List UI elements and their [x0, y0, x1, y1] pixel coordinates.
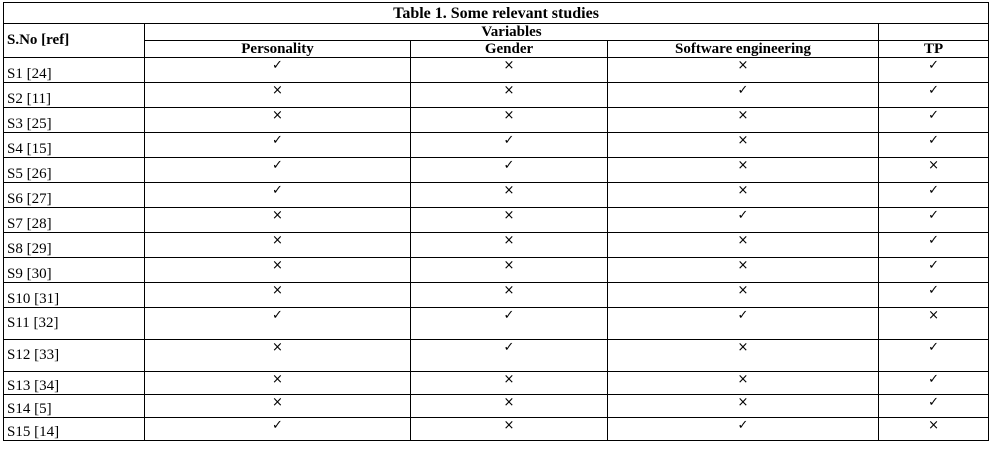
table-row: [4, 208, 989, 233]
table-caption: Table 1. Some relevant studies: [4, 3, 989, 24]
check-icon: ✓: [879, 372, 989, 395]
study-ref: S2 [11]: [4, 83, 145, 108]
cross-icon: ×: [879, 158, 989, 183]
study-ref: S12 [33]: [4, 340, 145, 372]
cross-icon: ×: [145, 283, 411, 308]
cross-icon: ×: [145, 233, 411, 258]
check-icon: ✓: [411, 133, 608, 158]
check-icon: ✓: [411, 308, 608, 340]
cross-icon: ×: [411, 418, 608, 441]
cross-icon: ×: [411, 183, 608, 208]
table-row: [4, 133, 989, 158]
study-ref: S8 [29]: [4, 233, 145, 258]
table-row: [4, 283, 989, 308]
table-row: [4, 340, 989, 372]
check-icon: ✓: [879, 395, 989, 418]
check-icon: ✓: [145, 308, 411, 340]
check-icon: ✓: [608, 418, 879, 441]
check-icon: ✓: [411, 340, 608, 372]
cross-icon: ×: [879, 308, 989, 340]
table-row: [4, 83, 989, 108]
table-body: [4, 58, 989, 441]
cross-icon: ×: [145, 108, 411, 133]
column-header-gender: Gender: [411, 41, 608, 58]
study-ref: S10 [31]: [4, 283, 145, 308]
check-icon: ✓: [879, 340, 989, 372]
check-icon: ✓: [608, 308, 879, 340]
study-ref: S1 [24]: [4, 58, 145, 83]
cross-icon: ×: [608, 283, 879, 308]
cross-icon: ×: [411, 395, 608, 418]
check-icon: ✓: [145, 158, 411, 183]
check-icon: ✓: [879, 233, 989, 258]
table-row: [4, 258, 989, 283]
cross-icon: ×: [608, 395, 879, 418]
cross-icon: ×: [411, 372, 608, 395]
cross-icon: ×: [411, 83, 608, 108]
study-ref: S15 [14]: [4, 418, 145, 441]
check-icon: ✓: [608, 83, 879, 108]
check-icon: ✓: [608, 208, 879, 233]
cross-icon: ×: [608, 233, 879, 258]
cross-icon: ×: [145, 258, 411, 283]
study-ref: S7 [28]: [4, 208, 145, 233]
column-header-tp: TP: [879, 41, 989, 58]
check-icon: ✓: [411, 158, 608, 183]
column-header-personality: Personality: [145, 41, 411, 58]
check-icon: ✓: [145, 133, 411, 158]
check-icon: ✓: [879, 183, 989, 208]
study-ref: S3 [25]: [4, 108, 145, 133]
table-row: [4, 308, 989, 340]
cross-icon: ×: [608, 58, 879, 83]
study-ref: S9 [30]: [4, 258, 145, 283]
check-icon: ✓: [879, 133, 989, 158]
table-row: [4, 108, 989, 133]
cross-icon: ×: [145, 340, 411, 372]
study-ref: S11 [32]: [4, 308, 145, 340]
studies-table: [3, 2, 989, 441]
cross-icon: ×: [145, 372, 411, 395]
cross-icon: ×: [608, 108, 879, 133]
table-row: [4, 158, 989, 183]
study-ref: S5 [26]: [4, 158, 145, 183]
cross-icon: ×: [608, 340, 879, 372]
table-row: [4, 395, 989, 418]
empty-header-cell: [879, 24, 989, 41]
table-row: [4, 372, 989, 395]
cross-icon: ×: [608, 133, 879, 158]
table-row: [4, 58, 989, 83]
cross-icon: ×: [145, 208, 411, 233]
check-icon: ✓: [879, 108, 989, 133]
cross-icon: ×: [608, 183, 879, 208]
cross-icon: ×: [879, 418, 989, 441]
study-ref: S6 [27]: [4, 183, 145, 208]
check-icon: ✓: [879, 58, 989, 83]
cross-icon: ×: [145, 83, 411, 108]
study-ref: S14 [5]: [4, 395, 145, 418]
study-ref: S13 [34]: [4, 372, 145, 395]
cross-icon: ×: [608, 158, 879, 183]
cross-icon: ×: [411, 283, 608, 308]
check-icon: ✓: [879, 283, 989, 308]
cross-icon: ×: [411, 233, 608, 258]
cross-icon: ×: [411, 108, 608, 133]
cross-icon: ×: [608, 372, 879, 395]
cross-icon: ×: [411, 58, 608, 83]
check-icon: ✓: [879, 83, 989, 108]
cross-icon: ×: [145, 395, 411, 418]
check-icon: ✓: [145, 183, 411, 208]
check-icon: ✓: [145, 418, 411, 441]
check-icon: ✓: [879, 208, 989, 233]
cross-icon: ×: [608, 258, 879, 283]
variables-header: Variables: [145, 24, 879, 41]
sno-header: S.No [ref]: [4, 24, 145, 58]
table-row: [4, 183, 989, 208]
check-icon: ✓: [145, 58, 411, 83]
study-ref: S4 [15]: [4, 133, 145, 158]
column-header-software-engineering: Software engineering: [608, 41, 879, 58]
check-icon: ✓: [879, 258, 989, 283]
cross-icon: ×: [411, 258, 608, 283]
cross-icon: ×: [411, 208, 608, 233]
table-row: [4, 233, 989, 258]
table-row: [4, 418, 989, 441]
